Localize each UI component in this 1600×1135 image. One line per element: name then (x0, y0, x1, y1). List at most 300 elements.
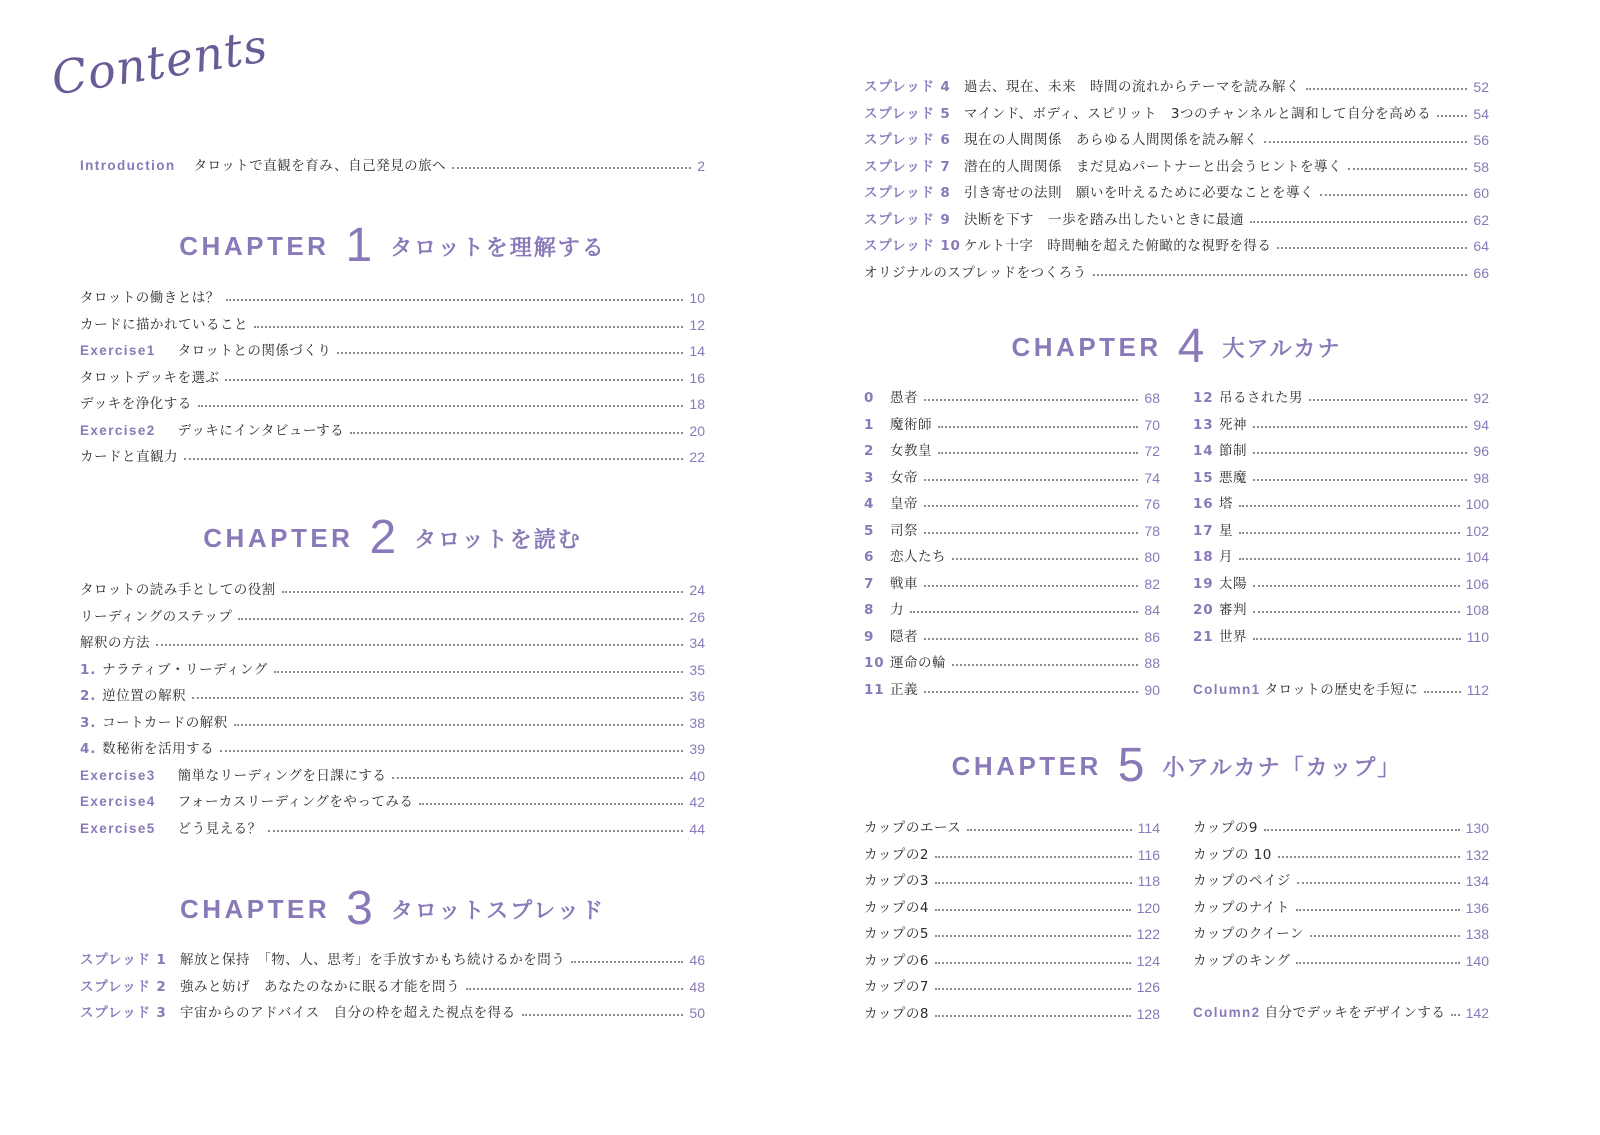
entry-page: 44 (689, 820, 705, 837)
entry-page: 52 (1473, 79, 1489, 95)
leader-dots (952, 664, 1138, 666)
entry-page: 140 (1465, 952, 1489, 969)
entry-title: タロットデッキを選ぶ (80, 369, 220, 386)
leader-dots (1278, 856, 1460, 858)
entry-label: 8 (864, 602, 875, 618)
toc-entry[interactable] (864, 899, 1160, 917)
leader-dots (392, 777, 683, 779)
leader-dots (1253, 585, 1460, 587)
entry-title: 世界 (1219, 628, 1247, 645)
toc-entry[interactable] (80, 740, 705, 758)
entry-label: 7 (864, 575, 875, 592)
entry-label: 10 (864, 655, 885, 671)
leader-dots (238, 618, 683, 620)
entry-page: 100 (1465, 496, 1489, 512)
entry-title: デッキにインタビューする (177, 422, 345, 439)
toc-entry[interactable] (80, 714, 705, 732)
entry-title: カップの3 (864, 873, 929, 889)
entry-page: 18 (689, 396, 705, 412)
entry-page: 16 (689, 369, 705, 386)
entry-title: ケルト十字 時間軸を超えた俯瞰的な視野を得る (964, 238, 1272, 254)
leader-dots (924, 638, 1138, 640)
toc-entry[interactable] (1193, 601, 1489, 619)
toc-entry[interactable] (80, 342, 705, 360)
entry-label: 0 (864, 390, 875, 406)
entry-title: 強みと妨げ あなたのなかに眠る才能を問う (180, 978, 460, 995)
entry-title: 引き寄せの法則 願いを叶えるために必要なことを導く (964, 185, 1314, 201)
entry-label: スプレッド 2 (80, 978, 167, 995)
entry-page: 134 (1465, 873, 1489, 889)
entry-label: Exercise3 (80, 767, 156, 783)
toc-entry-column2[interactable] (1193, 1004, 1489, 1022)
toc-entry[interactable] (864, 925, 1160, 943)
entry-page: 86 (1144, 628, 1160, 645)
leader-dots (1253, 611, 1460, 613)
entry-page: 122 (1136, 926, 1160, 942)
entry-label: 4 (864, 496, 875, 512)
entry-page: 70 (1144, 416, 1160, 433)
entry-title: フォーカスリーディングをやってみる (177, 794, 414, 810)
entry-page: 39 (689, 741, 705, 757)
entry-page: 126 (1136, 979, 1160, 995)
toc-entry[interactable] (864, 105, 1489, 123)
entry-page: 78 (1144, 522, 1160, 539)
entry-title: 力 (890, 602, 904, 618)
entry-title: カップのクイーン (1193, 926, 1304, 942)
contents-logo: Contents (47, 18, 272, 106)
entry-title: 女教皇 (890, 443, 932, 459)
toc-entry[interactable] (1193, 548, 1489, 566)
entry-label: スプレッド 4 (864, 79, 951, 95)
entry-title: 星 (1219, 522, 1233, 539)
leader-dots (1264, 829, 1460, 831)
entry-label: Exercise4 (80, 794, 156, 809)
entry-title: カップの5 (864, 926, 929, 942)
leader-dots (268, 830, 684, 832)
toc-entry[interactable] (1193, 416, 1489, 434)
entry-page: 74 (1144, 469, 1160, 486)
entry-page: 58 (1473, 158, 1489, 175)
leader-dots (924, 585, 1138, 587)
entry-title: オリジナルのスプレッドをつくろう (864, 264, 1087, 281)
toc-entry[interactable] (80, 395, 705, 413)
entry-title: 審判 (1219, 602, 1247, 618)
chapter-number: 4 (1177, 320, 1205, 373)
leader-dots (1253, 426, 1467, 428)
entry-label: 1. (80, 661, 97, 678)
leader-dots (1253, 452, 1467, 454)
entry-page: 110 (1466, 628, 1489, 645)
entry-title: 吊るされた男 (1219, 390, 1303, 406)
chapter-title: タロットを読む (414, 527, 582, 553)
toc-entry[interactable] (1193, 872, 1489, 890)
leader-dots (1296, 909, 1460, 911)
toc-entry[interactable] (80, 1004, 705, 1022)
entry-label: スプレッド 3 (80, 1005, 167, 1021)
entry-page: 136 (1465, 899, 1489, 916)
toc-entry[interactable] (1193, 495, 1489, 513)
toc-entry[interactable] (864, 575, 1160, 593)
entry-label: 1 (864, 416, 875, 433)
entry-title: 月 (1219, 549, 1233, 565)
entry-label: 5 (864, 522, 875, 539)
leader-dots (254, 326, 683, 328)
chapter-word: CHAPTER (179, 893, 331, 924)
entry-page: 112 (1466, 682, 1489, 698)
leader-dots (1253, 638, 1461, 640)
entry-label: 3. (80, 714, 97, 731)
toc-entry[interactable] (1193, 389, 1489, 407)
entry-page: 54 (1473, 105, 1489, 122)
toc-entry[interactable] (864, 681, 1160, 699)
entry-title: 数秘術を活用する (102, 741, 215, 757)
leader-dots (1093, 274, 1468, 276)
entry-title: 女帝 (890, 469, 918, 486)
entry-page: 88 (1144, 655, 1160, 671)
leader-dots (935, 935, 1131, 937)
entry-page: 35 (689, 661, 705, 678)
entry-title: 解放と保持 「物、人、思考」を手放すかもち続けるかを問う (180, 952, 566, 968)
toc-entry[interactable] (80, 581, 705, 599)
leader-dots (935, 909, 1131, 911)
leader-dots (350, 432, 683, 434)
leader-dots (910, 611, 1138, 613)
entry-title: 恋人たち (890, 549, 946, 565)
entry-label: スプレッド 8 (864, 185, 951, 201)
toc-entry[interactable] (864, 442, 1160, 460)
entry-title: 潜在的人間関係 まだ見ぬパートナーと出会うヒントを導く (964, 158, 1342, 175)
entry-title: カップのペイジ (1193, 873, 1291, 889)
right-page (800, 0, 1600, 1135)
toc-entry[interactable] (80, 448, 705, 466)
entry-title: 自分でデッキをデザインする (1264, 1005, 1446, 1021)
entry-label: Exercise2 (80, 422, 156, 438)
entry-title: タロットの働きとは？ (80, 290, 220, 306)
toc-entry[interactable] (864, 78, 1489, 96)
toc-entry[interactable] (80, 978, 705, 996)
entry-page: 106 (1465, 575, 1489, 592)
entry-label: 18 (1193, 549, 1214, 565)
toc-entry-introduction[interactable] (80, 157, 705, 175)
toc-entry[interactable] (80, 634, 705, 652)
leader-dots (234, 724, 684, 726)
entry-label: 3 (864, 469, 875, 486)
leader-dots (220, 750, 683, 752)
toc-entry[interactable] (80, 767, 705, 785)
leader-dots (225, 379, 683, 381)
toc-entry[interactable] (80, 316, 705, 334)
toc-entry[interactable] (80, 369, 705, 387)
toc-entry[interactable] (1193, 846, 1489, 864)
leader-dots (1277, 247, 1467, 249)
toc-entry[interactable] (864, 522, 1160, 540)
leader-dots (192, 697, 683, 699)
toc-entry[interactable] (864, 846, 1160, 864)
leader-dots (1264, 141, 1467, 143)
entry-title: カードと直観力 (80, 449, 178, 465)
entry-page: 40 (689, 767, 705, 784)
leader-dots (1437, 115, 1467, 117)
chapter-number: 5 (1117, 739, 1145, 792)
entry-label: 14 (1193, 443, 1214, 459)
toc-entry[interactable] (864, 628, 1160, 646)
leader-dots (924, 479, 1138, 481)
entry-page: 68 (1144, 390, 1160, 406)
entry-title: ナラティブ・リーディング (102, 661, 268, 678)
entry-page: 64 (1473, 238, 1489, 254)
toc-entry[interactable] (1193, 952, 1489, 970)
entry-label: 19 (1193, 575, 1214, 592)
chapter-title: タロットスプレッド (390, 898, 606, 924)
entry-label: 11 (864, 681, 885, 698)
toc-entry[interactable] (864, 389, 1160, 407)
entry-page: 24 (689, 582, 705, 598)
entry-page: 80 (1144, 549, 1160, 565)
entry-title: デッキを浄化する (80, 396, 192, 412)
entry-label: 6 (864, 549, 875, 565)
toc-entry[interactable] (864, 654, 1160, 672)
entry-page: 62 (1473, 211, 1489, 228)
entry-title: 現在の人間関係 あらゆる人間関係を読み解く (964, 132, 1258, 148)
entry-title: 決断を下す 一歩を踏み出したいときに最適 (964, 211, 1244, 228)
entry-page: 104 (1465, 549, 1489, 565)
entry-label: スプレッド 10 (864, 238, 961, 254)
leader-dots (1320, 194, 1467, 196)
entry-page: 138 (1465, 926, 1489, 942)
entry-title: カップの 10 (1193, 846, 1272, 863)
entry-page: 96 (1473, 443, 1489, 459)
entry-title: 太陽 (1219, 575, 1247, 592)
leader-dots (924, 532, 1138, 534)
leader-dots (1310, 935, 1460, 937)
entry-title: 悪魔 (1219, 469, 1247, 486)
entry-label: 2. (80, 688, 97, 704)
toc-entry[interactable] (80, 793, 705, 811)
entry-page: 98 (1473, 469, 1489, 486)
leader-dots (1348, 168, 1467, 170)
entry-page: 56 (1473, 132, 1489, 148)
leader-dots (924, 505, 1138, 507)
entry-page: 84 (1144, 602, 1160, 618)
entry-title: カップのキング (1193, 952, 1291, 969)
chapter-word: CHAPTER (951, 750, 1102, 781)
entry-title: 宇宙からのアドバイス 自分の枠を超えた視点を得る (180, 1005, 516, 1021)
entry-title: 魔術師 (890, 416, 932, 433)
entry-title: 死神 (1219, 416, 1247, 433)
chapter-number: 2 (369, 511, 397, 564)
toc-entry[interactable] (80, 661, 705, 679)
toc-entry[interactable] (864, 872, 1160, 890)
toc-entry[interactable] (80, 687, 705, 705)
toc-entry[interactable] (80, 608, 705, 626)
chapter-word: CHAPTER (179, 230, 330, 261)
entry-page: 66 (1473, 264, 1489, 281)
entry-page: 14 (689, 343, 705, 359)
entry-label: スプレッド 1 (80, 952, 167, 968)
leader-dots (1306, 88, 1467, 90)
leader-dots (1296, 962, 1459, 964)
entry-page: 60 (1473, 185, 1489, 201)
chapter-5-heading (864, 739, 1489, 792)
toc-entry[interactable] (80, 951, 705, 969)
entry-title: カップのナイト (1193, 899, 1290, 916)
entry-page: 2 (697, 158, 705, 174)
toc-entry-column1[interactable] (1193, 681, 1489, 699)
toc-entry[interactable] (1193, 819, 1489, 837)
entry-label: Column1 (1193, 682, 1261, 697)
leader-dots (198, 405, 684, 407)
toc-entry[interactable] (1193, 522, 1489, 540)
leader-dots (184, 458, 683, 460)
entry-page: 116 (1137, 846, 1160, 863)
toc-entry[interactable] (864, 495, 1160, 513)
leader-dots (938, 426, 1138, 428)
entry-label: 20 (1193, 602, 1214, 618)
entry-title: 節制 (1219, 443, 1247, 459)
leader-dots (282, 591, 684, 593)
entry-page: 124 (1136, 952, 1160, 969)
leader-dots (924, 691, 1138, 693)
entry-label: スプレッド 6 (864, 132, 951, 148)
toc-entry[interactable] (864, 184, 1489, 202)
entry-page: 50 (689, 1005, 705, 1021)
toc-entry[interactable] (864, 1005, 1160, 1023)
entry-title: 隠者 (890, 628, 918, 645)
entry-title: 皇帝 (890, 496, 918, 512)
entry-page: 120 (1136, 899, 1160, 916)
entry-page: 42 (689, 794, 705, 810)
toc-entry[interactable] (864, 131, 1489, 149)
chapter-title: 小アルカナ「カップ」 (1162, 755, 1402, 781)
chapter-2-heading (80, 511, 705, 564)
leader-dots (1239, 532, 1460, 534)
toc-entry[interactable] (864, 469, 1160, 487)
toc-entry[interactable] (864, 237, 1489, 255)
entry-title: 戦車 (890, 575, 918, 592)
entry-title: 塔 (1219, 496, 1233, 512)
entry-page: 130 (1465, 820, 1489, 836)
entry-page: 82 (1144, 575, 1160, 592)
leader-dots (1309, 399, 1467, 401)
leader-dots (1451, 1014, 1459, 1016)
leader-dots (967, 829, 1131, 831)
entry-title: 正義 (890, 681, 918, 698)
entry-title: 愚者 (890, 390, 918, 406)
entry-title: タロットの歴史を手短に (1264, 682, 1419, 698)
entry-title: 運命の輪 (890, 655, 946, 671)
entry-title: タロットとの関係づくり (177, 343, 332, 359)
chapter-title: 大アルカナ (1222, 336, 1342, 362)
entry-title: カップの2 (864, 846, 929, 863)
entry-title: コートカードの解釈 (102, 714, 228, 731)
entry-label: 15 (1193, 469, 1214, 486)
entry-label: 17 (1193, 522, 1214, 539)
leader-dots (274, 671, 684, 673)
entry-label: スプレッド 9 (864, 211, 951, 228)
leader-dots (466, 988, 683, 990)
entry-title: 過去、現在、未来 時間の流れからテーマを読み解く (964, 79, 1300, 95)
toc-entry[interactable] (864, 978, 1160, 996)
entry-label: 2 (864, 443, 875, 459)
leader-dots (522, 1014, 684, 1016)
entry-label: 21 (1193, 628, 1214, 645)
entry-title: カップのエース (864, 820, 962, 836)
entry-page: 76 (1144, 496, 1160, 512)
entry-label: Exercise5 (80, 820, 156, 836)
entry-page: 92 (1473, 390, 1489, 406)
toc-entry[interactable] (80, 422, 705, 440)
entry-label: Exercise1 (80, 343, 156, 358)
entry-label: 4. (80, 741, 97, 757)
entry-page: 38 (689, 714, 705, 731)
toc-entry[interactable] (864, 819, 1160, 837)
entry-page: 20 (689, 422, 705, 439)
entry-title: カップの9 (1193, 820, 1258, 836)
toc-entry[interactable] (864, 264, 1489, 282)
entry-title: 解釈の方法 (80, 635, 150, 651)
entry-title: カップの8 (864, 1005, 929, 1022)
toc-entry[interactable] (864, 952, 1160, 970)
leader-dots (1424, 691, 1460, 693)
entry-title: タロットで直観を育み、自己発見の旅へ (193, 158, 447, 174)
leader-dots (935, 856, 1132, 858)
entry-page: 12 (689, 316, 705, 333)
chapter-4-heading (864, 320, 1489, 373)
entry-title: 逆位置の解釈 (102, 688, 187, 704)
toc-entry[interactable] (864, 158, 1489, 176)
entry-page: 26 (689, 608, 705, 625)
chapter-word: CHAPTER (1011, 331, 1162, 362)
entry-label: Introduction (80, 158, 176, 173)
entry-page: 46 (689, 952, 705, 968)
entry-title: 司祭 (890, 522, 918, 539)
toc-entry[interactable] (864, 601, 1160, 619)
entry-label: Column2 (1193, 1005, 1261, 1020)
chapter-number: 3 (346, 882, 373, 935)
entry-page: 94 (1473, 416, 1489, 433)
toc-entry[interactable] (1193, 575, 1489, 593)
toc-entry[interactable] (80, 289, 705, 307)
toc-entry[interactable] (1193, 925, 1489, 943)
entry-page: 128 (1136, 1005, 1160, 1022)
toc-entry[interactable] (864, 211, 1489, 229)
entry-page: 108 (1465, 602, 1489, 618)
entry-title: リーディングのステップ (80, 608, 233, 625)
toc-entry[interactable] (864, 548, 1160, 566)
entry-title: カードに描かれていること (80, 316, 248, 333)
entry-title: カップの6 (864, 952, 929, 969)
leader-dots (924, 399, 1138, 401)
entry-label: 13 (1193, 416, 1214, 433)
entry-label: 16 (1193, 496, 1214, 512)
leader-dots (571, 961, 683, 963)
entry-title: 簡単なリーディングを日課にする (177, 767, 387, 784)
toc-entry[interactable] (1193, 899, 1489, 917)
leader-dots (452, 167, 691, 169)
entry-title: マインド、ボディ、スピリット 3つのチャンネルと調和して自分を高める (964, 105, 1432, 122)
toc-entry[interactable] (1193, 442, 1489, 460)
entry-page: 142 (1465, 1005, 1489, 1021)
toc-entry[interactable] (80, 820, 705, 838)
toc-entry[interactable] (1193, 628, 1489, 646)
entry-page: 90 (1144, 681, 1160, 698)
entry-page: 36 (689, 688, 705, 704)
toc-entry[interactable] (864, 416, 1160, 434)
leader-dots (935, 882, 1132, 884)
chapter-word: CHAPTER (203, 522, 354, 553)
entry-page: 132 (1465, 846, 1489, 863)
toc-entry[interactable] (1193, 469, 1489, 487)
